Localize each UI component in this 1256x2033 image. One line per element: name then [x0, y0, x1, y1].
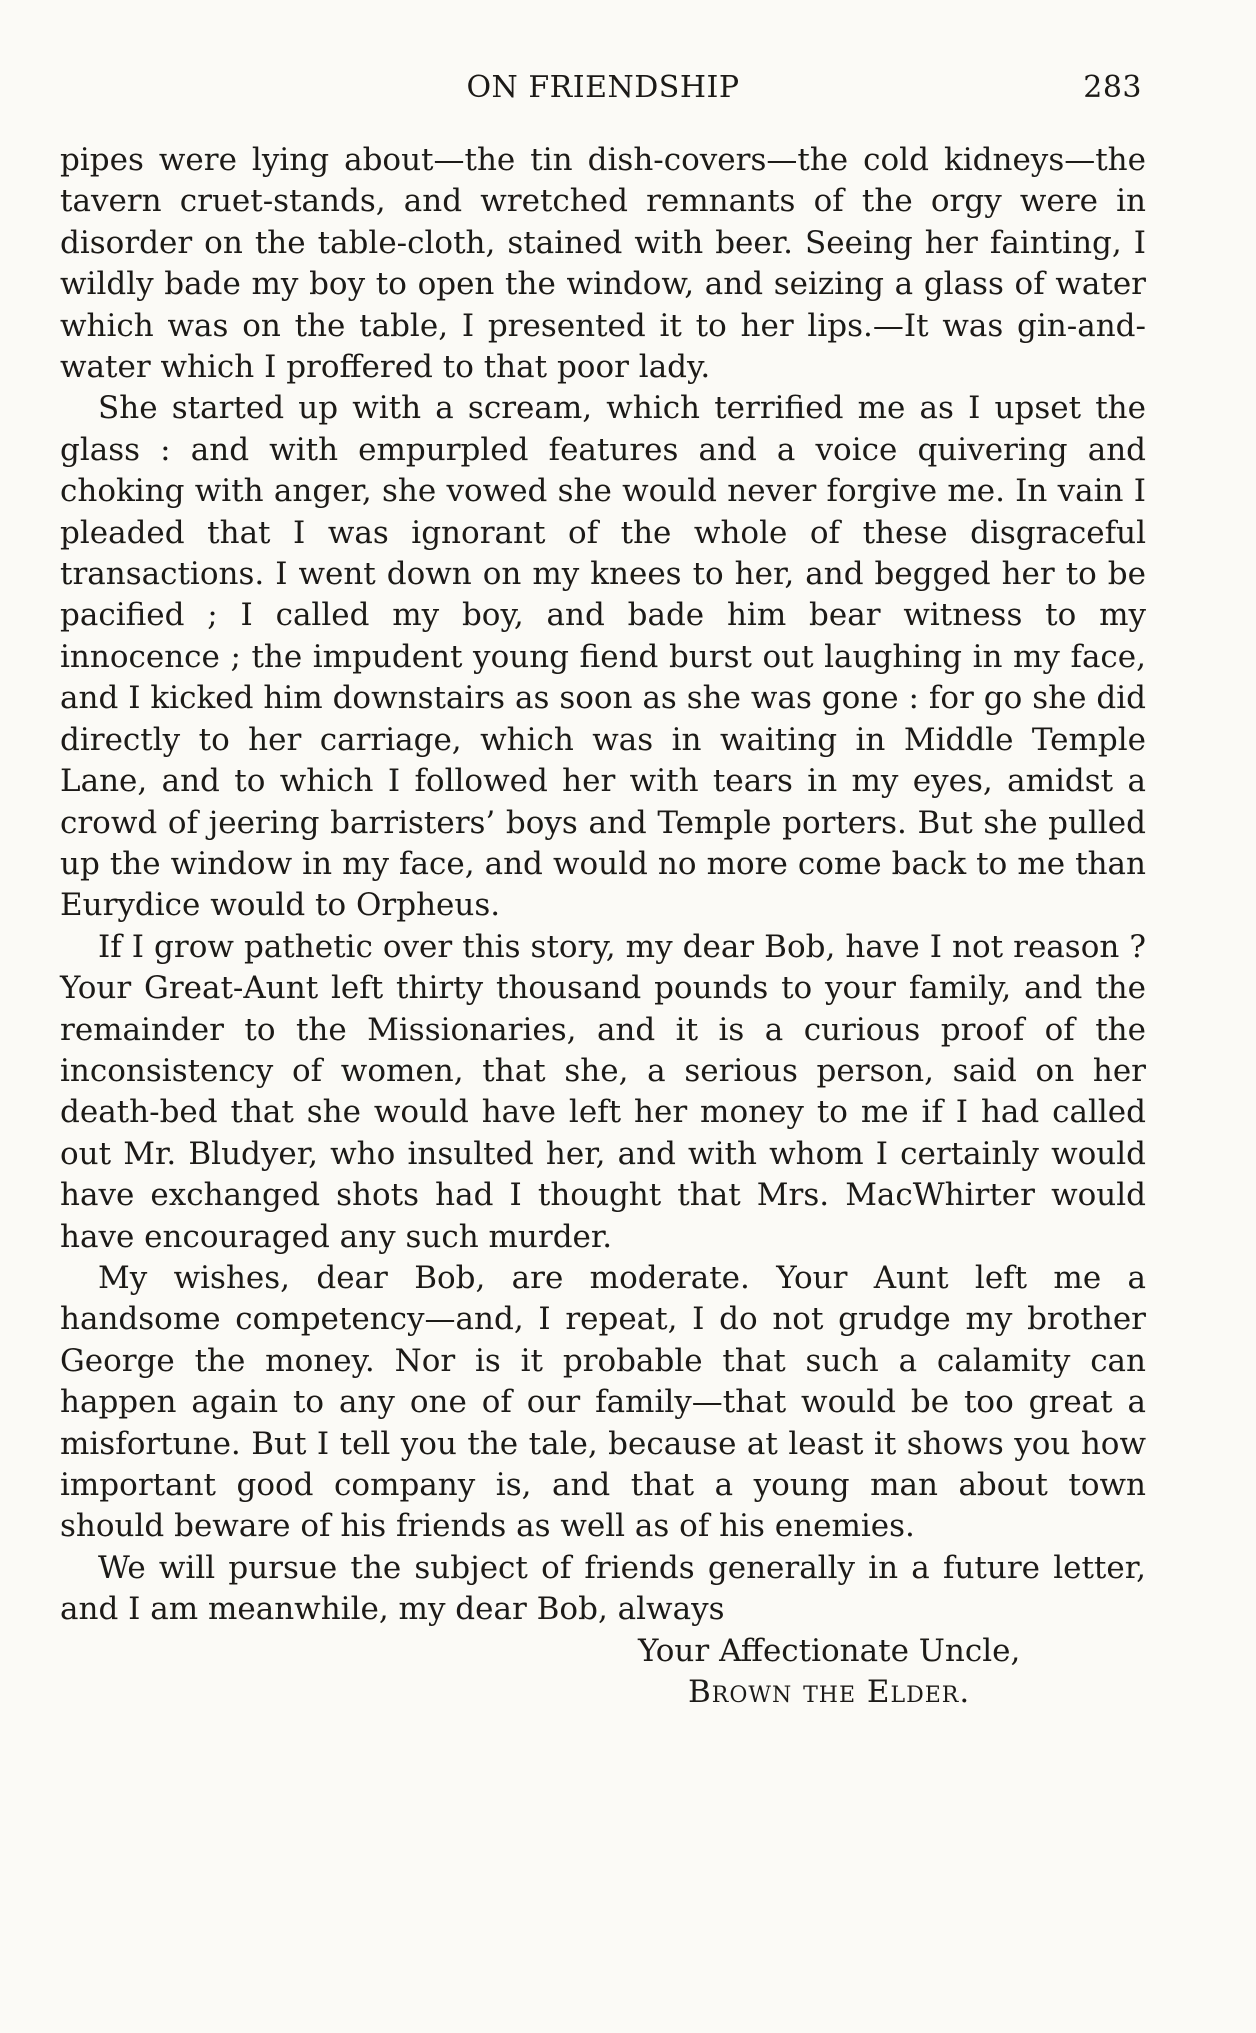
paragraph-3: If I grow pathetic over this story, my dear Bob, have I not reason ? Your Great-Aunt left thirty thousand pounds to your family, and the remainder to the Missionaries, and it is a curious proof of the inconsistency of women, that she, a serious person, said on her death-bed that she would have left her money to me if I had called out Mr. Bludyer, who insulted her, and with whom I certainly would have exchanged shots had I thought that Mrs. MacWhirter would have encouraged any such murder. — [60, 928, 1146, 1255]
valediction: Your Affectionate Uncle, — [638, 1632, 1021, 1669]
paragraph-1: pipes were lying about—the tin dish-covers—the cold kidneys—the tavern cruet-stands, and wretched remnants of the orgy were in disorder on the table-cloth, stained with beer. Seeing her fainting, I wildly bade my boy to open the window, and seizing a glass of water which was on the table, I presented it to her lips.—It was gin-and-water which I proffered to that poor lady. — [60, 142, 1146, 386]
letter-closing — [60, 1631, 1146, 1714]
book-page — [60, 62, 1146, 1713]
running-head — [60, 62, 1146, 118]
paragraph-2: She started up with a scream, which terrified me as I upset the glass : and with empurpled features and a voice quivering and choking with anger, she vowed she would never forgive me. In vain I pleaded that I was ignorant of the whole of these disgraceful transactions. I went down on my knees to her, and begged her to be pacified ; I called my boy, and bade him bear witness to my innocence ; the impudent young fiend burst out laughing in my face, and I kicked him downstairs as soon as she was gone : for go she did directly to her carriage, which was in waiting in Middle Temple Lane, and to which I followed her with tears in my eyes, amidst a crowd of jeering barristers’ boys and Temple porters. But she pulled up the window in my face, and would no more come back to me than Eurydice would to Orpheus. — [60, 390, 1146, 924]
body-text — [60, 140, 1146, 1631]
signature: Brown the Elder. — [688, 1674, 971, 1711]
paragraph-4: My wishes, dear Bob, are moderate. Your Aunt left me a handsome competency—and, I repeat, I do not grudge my brother George the money. Nor is it probable that such a calamity can happen again to any one of our family—that would be too great a misfortune. But I tell you the tale, because at least it shows you how important good company is, and that a young man about town should beware of his friends as well as of his enemies. — [60, 1259, 1146, 1545]
chapter-title: ON FRIENDSHIP — [466, 70, 740, 105]
page-number: 283 — [1083, 70, 1142, 105]
paragraph-5: We will pursue the subject of friends generally in a future letter, and I am meanwhile, my dear Bob, always — [60, 1549, 1146, 1628]
